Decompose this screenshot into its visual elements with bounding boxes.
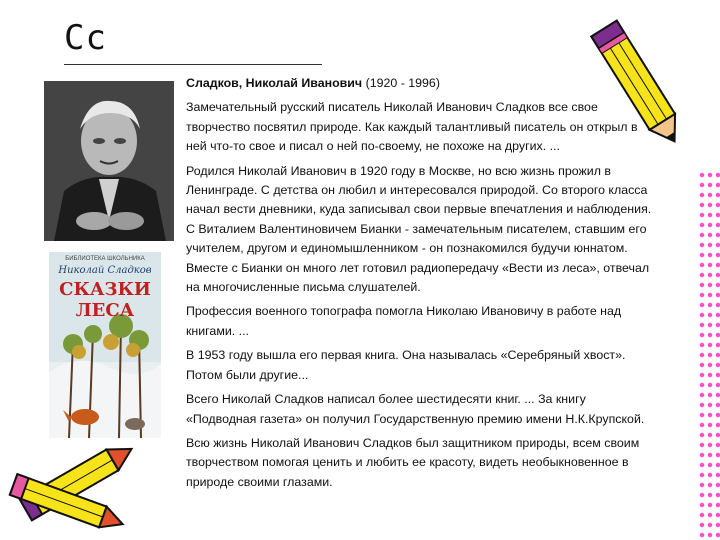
author-name: Сладков, Николай Иванович: [186, 76, 363, 90]
bio-paragraph: В 1953 году вышла его первая книга. Она называлась «Серебряный хвост». Потом были другие...: [186, 348, 626, 382]
pencil-icon-bottom-left: [0, 430, 150, 540]
book-title-line2: ЛЕСА: [75, 300, 135, 321]
title-underline: [64, 64, 322, 65]
bio-paragraph: Всю жизнь Николай Иванович Сладков был защитником природы, всем своим творчеством помогая ценить и любить ее красоту, видеть необыкновенное в природе своими глазами.: [186, 435, 640, 489]
slide-letter: Сс: [64, 18, 107, 58]
bio-paragraph: Замечательный русский писатель Николай Иванович Сладков все свое творчество посвятил природе. Как каждый талантливый писатель он открыл в ней что-то свое и писал о ней по-своему, не похоже на других. ...: [186, 100, 638, 154]
decorative-dot-border: [698, 170, 720, 540]
author-years: (1920 - 1996): [365, 76, 440, 90]
pencil-icon-top-right: [560, 0, 710, 160]
book-title-line1: СКАЗКИ: [59, 279, 151, 300]
book-series: БИБЛИОТЕКА ШКОЛЬНИКА: [65, 256, 145, 262]
bio-paragraph: Всего Николай Сладков написал более шестидесяти книг. ... За книгу «Подводная газета» он получил Государственную премию имени Н.К.Крупской.: [186, 392, 645, 426]
book-author: Николай Сладков: [58, 265, 152, 276]
bio-paragraph: Профессия военного топографа помогла Николаю Ивановичу в работе над книгами. ...: [186, 304, 622, 338]
book-cover: [49, 252, 161, 438]
bio-paragraph: Родился Николай Иванович в 1920 году в Москве, но всю жизнь прожил в Ленинграде. С детства он любил и интересовался природой. Со второго класса начал вести дневники, куда записывал свои первые впечатления и наблюдения. С Виталием Валентиновичем Бианки - замечательным писателем, ставшим его учителем, другом и единомышленником - он познакомился будучи юннатом. Вместе с Бианки он много лет готовил радиопередачу «Вести из леса», отвечал на многочисленные письма слушателей.: [186, 163, 652, 295]
author-portrait: [44, 81, 174, 241]
